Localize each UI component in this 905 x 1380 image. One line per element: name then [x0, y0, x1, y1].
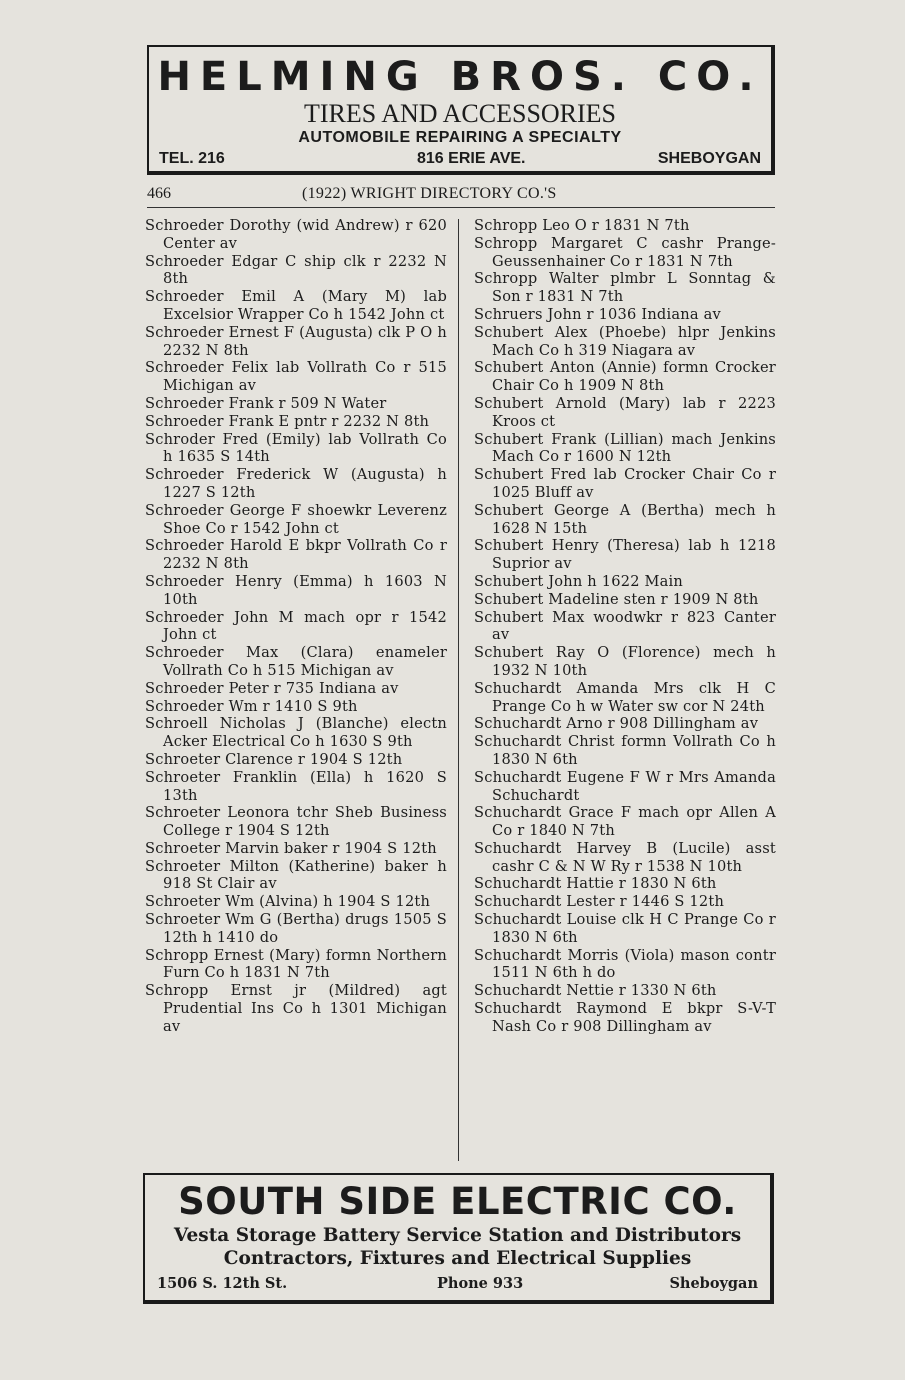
directory-entry	[474, 875, 776, 893]
directory-entry	[474, 1000, 776, 1036]
directory-entry-text: Schubert John h 1622 Main	[474, 572, 684, 590]
directory-entry-text: Schroeder George F shoewkr Leverenz Shoe Co r 1542 John ct	[145, 501, 447, 537]
directory-entry-text: Schropp Walter plmbr L Sonntag & Son r 1831 N 7th	[474, 270, 776, 306]
directory-entry-text: Schroeder Emil A (Mary M) lab Excelsior Wrapper Co h 1542 John ct	[145, 288, 447, 323]
directory-entry	[474, 217, 776, 235]
directory-entry-text: Schuchardt Amanda Mrs clk H C Prange Co h w Water sw cor N 24th	[474, 679, 776, 715]
directory-entry-text: Schubert Ray O (Florence) mech h 1932 N 10th	[474, 644, 776, 679]
ad-tagline: TIRES AND ACCESSORIES	[303, 99, 617, 128]
directory-entry	[474, 715, 776, 733]
ad-products-line: Contractors, Fixtures and Electrical Supplies	[223, 1248, 692, 1269]
directory-entry	[145, 911, 447, 947]
directory-entry	[474, 911, 776, 947]
directory-entry-text: Schroeter Leonora tchr Sheb Business College r 1904 S 12th	[145, 804, 447, 840]
directory-title: (1922) WRIGHT DIRECTORY CO.'S	[302, 185, 557, 202]
directory-entry-text: Schubert Alex (Phoebe) hlpr Jenkins Mach Co h 319 Niagara av	[474, 323, 776, 359]
directory-entry	[474, 235, 776, 271]
directory-entry-text: Schropp Margaret C cashr Prange-Geussenhainer Co r 1831 N 7th	[474, 234, 776, 270]
directory-entry-text: Schropp Ernst jr (Mildred) agt Prudential Ins Co h 1301 Michigan av	[145, 982, 447, 1035]
directory-entry	[145, 573, 447, 609]
directory-entry-text: Schroeter Wm (Alvina) h 1904 S 12th	[145, 893, 431, 911]
directory-entry	[145, 502, 447, 538]
directory-entry-text: Schubert Frank (Lillian) mach Jenkins Mach Co r 1600 N 12th	[474, 430, 776, 466]
directory-entry	[474, 324, 776, 360]
directory-entry-text: Schroeder Frank E pntr r 2232 N 8th	[145, 412, 430, 430]
directory-entry-text: Schubert Anton (Annie) formn Crocker Chair Co h 1909 N 8th	[474, 359, 776, 395]
directory-entry-text: Schuchardt Nettie r 1330 N 6th	[474, 982, 717, 1000]
directory-entry	[474, 769, 776, 805]
directory-entry-text: Schroeder Felix lab Vollrath Co r 515 Michigan av	[145, 359, 447, 395]
directory-entry	[145, 804, 447, 840]
directory-entry-text: Schubert Fred lab Crocker Chair Co r 1025 Bluff av	[474, 466, 776, 501]
directory-entry	[474, 591, 776, 609]
left-column-listings	[145, 217, 447, 1036]
directory-entry-text: Schroell Nicholas J (Blanche) electn Acker Electrical Co h 1630 S 9th	[145, 715, 447, 751]
directory-entry	[145, 609, 447, 645]
directory-entry-text: Schroeter Wm G (Bertha) drugs 1505 S 12th h 1410 do	[145, 911, 447, 946]
directory-entry	[145, 715, 447, 751]
ad-address: 1506 S. 12th St.	[157, 1275, 288, 1292]
directory-entry-text: Schroeder Frank r 509 N Water	[145, 394, 387, 412]
directory-entry	[474, 431, 776, 467]
directory-entry	[145, 947, 447, 983]
directory-entry	[474, 306, 776, 324]
directory-entry-text: Schubert Max woodwkr r 823 Canter av	[474, 608, 776, 644]
ad-address: 816 ERIE AVE.	[417, 150, 526, 167]
directory-entry-text: Schroder Fred (Emily) lab Vollrath Co h 1635 S 14th	[145, 430, 447, 466]
directory-entry-text: Schuchardt Hattie r 1830 N 6th	[474, 875, 717, 893]
directory-entry	[145, 982, 447, 1035]
directory-entry	[474, 537, 776, 573]
directory-entry-text: Schroeder John M mach opr r 1542 John ct	[145, 608, 447, 644]
directory-entry	[474, 733, 776, 769]
directory-entry-text: Schropp Ernest (Mary) formn Northern Furn Co h 1831 N 7th	[145, 946, 447, 982]
directory-entry	[145, 288, 447, 324]
directory-entry-text: Schroeder Ernest F (Augusta) clk P O h 2232 N 8th	[145, 323, 447, 359]
directory-entry-text: Schubert Henry (Theresa) lab h 1218 Suprior av	[474, 537, 776, 573]
directory-entry	[474, 840, 776, 876]
directory-entry-text: Schroeder Wm r 1410 S 9th	[145, 697, 358, 715]
directory-entry	[145, 644, 447, 680]
directory-entry	[145, 395, 447, 413]
directory-entry	[474, 644, 776, 680]
ad-company-name: HELMING BROS. CO.	[157, 54, 763, 100]
directory-entry-text: Schroeter Marvin baker r 1904 S 12th	[145, 839, 437, 857]
page-number: 466	[147, 185, 171, 202]
directory-entry	[474, 947, 776, 983]
directory-entry-text: Schroeder Henry (Emma) h 1603 N 10th	[145, 572, 447, 608]
ad-company-name: SOUTH SIDE ELECTRIC CO.	[178, 1180, 737, 1223]
directory-entry	[474, 804, 776, 840]
directory-entry	[474, 893, 776, 911]
directory-entry	[474, 466, 776, 502]
directory-entry	[145, 324, 447, 360]
directory-entry-text: Schruers John r 1036 Indiana av	[474, 305, 721, 323]
directory-entry-text: Schroeder Dorothy (wid Andrew) r 620 Center av	[145, 217, 447, 252]
directory-entry	[145, 217, 447, 253]
column-divider	[458, 219, 459, 1161]
directory-entry	[145, 680, 447, 698]
right-column-listings	[474, 217, 776, 1036]
directory-entry-text: Schuchardt Eugene F W r Mrs Amanda Schuchardt	[474, 768, 776, 804]
directory-entry	[145, 893, 447, 911]
directory-entry-text: Schuchardt Lester r 1446 S 12th	[474, 893, 725, 911]
directory-entry	[145, 253, 447, 289]
directory-entry-text: Schubert Madeline sten r 1909 N 8th	[474, 590, 759, 608]
directory-entry-text: Schropp Leo O r 1831 N 7th	[474, 217, 690, 234]
directory-entry	[145, 840, 447, 858]
directory-entry-text: Schuchardt Christ formn Vollrath Co h 1830 N 6th	[474, 733, 776, 768]
directory-entry-text: Schubert Arnold (Mary) lab r 2223 Kroos ct	[474, 394, 776, 430]
directory-entry-text: Schroeter Milton (Katherine) baker h 918 St Clair av	[145, 857, 447, 893]
directory-entry	[474, 680, 776, 716]
ad-city: Sheboygan	[669, 1275, 758, 1292]
directory-entry-text: Schroeder Edgar C ship clk r 2232 N 8th	[145, 252, 447, 288]
directory-entry-text: Schroeter Franklin (Ella) h 1620 S 13th	[145, 768, 447, 804]
directory-entry	[145, 359, 447, 395]
directory-entry-text: Schuchardt Grace F mach opr Allen A Co r 1840 N 7th	[474, 804, 776, 840]
directory-entry	[474, 982, 776, 1000]
directory-entry	[474, 573, 776, 591]
directory-entry-text: Schuchardt Morris (Viola) mason contr 1511 N 6th h do	[474, 946, 776, 982]
ad-specialty: AUTOMOBILE REPAIRING A SPECIALTY	[298, 129, 622, 146]
directory-entry	[145, 751, 447, 769]
directory-entry-text: Schuchardt Harvey B (Lucile) asst cashr C & N W Ry r 1538 N 10th	[474, 839, 776, 875]
directory-entry-text: Schuchardt Louise clk H C Prange Co r 1830 N 6th	[474, 911, 776, 946]
directory-entry-text: Schroeder Peter r 735 Indiana av	[145, 679, 399, 697]
directory-entry	[145, 413, 447, 431]
directory-entry	[474, 609, 776, 645]
directory-entry-text: Schroeder Frederick W (Augusta) h 1227 S 12th	[145, 466, 447, 501]
directory-entry	[474, 270, 776, 306]
directory-entry	[145, 698, 447, 716]
directory-entry	[474, 359, 776, 395]
directory-entry-text: Schroeter Clarence r 1904 S 12th	[145, 750, 403, 768]
directory-entry	[145, 466, 447, 502]
ad-phone: Phone 933	[437, 1275, 524, 1292]
ad-contact-line	[159, 150, 761, 168]
directory-entry	[145, 537, 447, 573]
advertisement-south-side-electric	[143, 1173, 774, 1304]
directory-entry	[145, 858, 447, 894]
directory-entry-text: Schroeder Max (Clara) enameler Vollrath Co h 515 Michigan av	[145, 644, 447, 679]
ad-city: SHEBOYGAN	[657, 150, 761, 167]
directory-entry	[474, 395, 776, 431]
advertisement-helming-bros	[147, 45, 775, 175]
directory-entry-text: Schuchardt Arno r 908 Dillingham av	[474, 715, 759, 733]
directory-entry-text: Schuchardt Raymond E bkpr S-V-T Nash Co r 908 Dillingham av	[474, 1000, 776, 1035]
ad-telephone: TEL. 216	[159, 150, 225, 167]
directory-entry-text: Schubert George A (Bertha) mech h 1628 N 15th	[474, 501, 776, 537]
running-header	[147, 185, 775, 208]
ad-service-line: Vesta Storage Battery Service Station and Distributors	[173, 1225, 742, 1246]
directory-entry	[474, 502, 776, 538]
directory-entry	[145, 769, 447, 805]
directory-entry-text: Schroeder Harold E bkpr Vollrath Co r 2232 N 8th	[145, 537, 447, 573]
directory-entry	[145, 431, 447, 467]
